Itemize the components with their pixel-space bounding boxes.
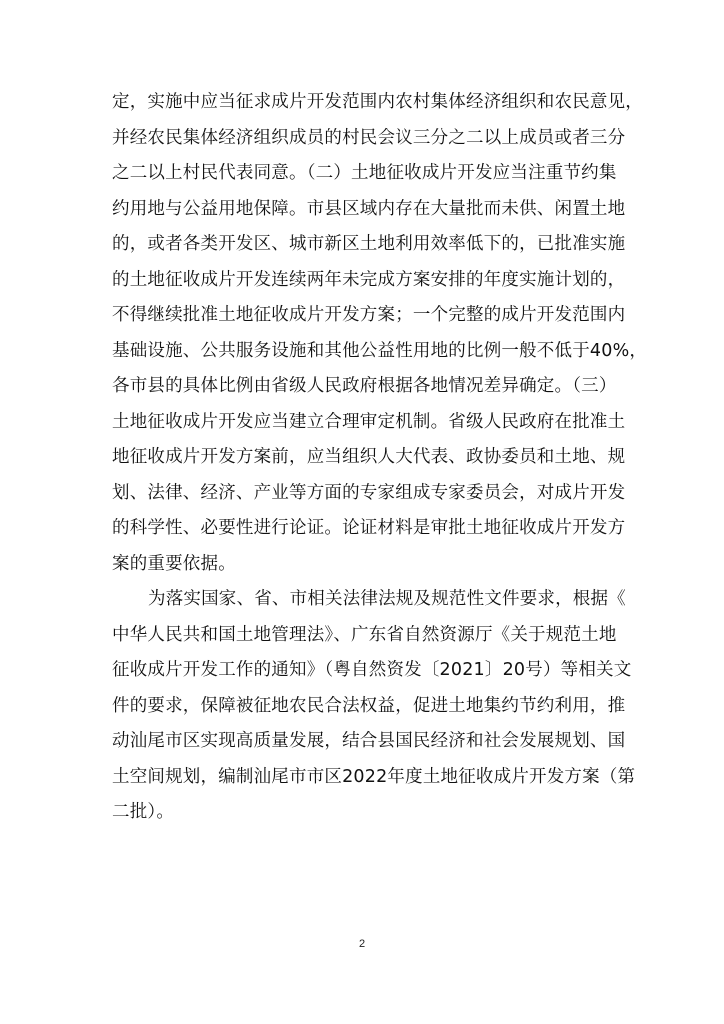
text-line: 基础设施、公共服务设施和其他公益性用地的比例一般不低于40%，	[112, 340, 648, 361]
text-line: 征收成片开发工作的通知》（粤自然资发〔2021〕20号）等相关文	[112, 660, 632, 680]
text-line: 土空间规划，编制汕尾市市区2022年度土地征收成片开发方案（第	[112, 766, 636, 787]
text-line: 各市县的具体比例由省级人民政府根据各地情况差异确定。（三）	[112, 376, 617, 396]
text-line: 案的重要依据。	[112, 553, 236, 574]
text-line: 划、法律、经济、产业等方面的专家组成专家委员会，对成片开发	[112, 482, 626, 503]
text-line: 动汕尾市区实现高质量发展，结合县国民经济和社会发展规划、国	[112, 731, 626, 751]
text-line: 二批）。	[112, 802, 175, 822]
text-line: 并经农民集体经济组织成员的村民会议三分之二以上成员或者三分	[112, 127, 626, 148]
text-line: 之二以上村民代表同意。（二）土地征收成片开发应当注重节约集	[112, 163, 617, 183]
text-line: 为落实国家、省、市相关法律法规及规范性文件要求，根据《	[148, 589, 626, 609]
text-line: 土地征收成片开发应当建立合理审定机制。省级人民政府在批准土	[112, 411, 626, 432]
paragraph-2	[112, 582, 636, 831]
page-number: 2	[358, 938, 366, 950]
text-line: 约用地与公益用地保障。市县区域内存在大量批而未供、闲置土地	[112, 198, 626, 219]
body-text	[112, 85, 648, 831]
text-line: 不得继续批准土地征收成片开发方案；一个完整的成片开发范围内	[112, 305, 626, 325]
text-line: 的科学性、必要性进行论证。论证材料是审批土地征收成片开发方	[112, 518, 626, 538]
text-line: 的土地征收成片开发连续两年未完成方案安排的年度实施计划的，	[112, 269, 626, 290]
text-line: 中华人民共和国土地管理法》、广东省自然资源厅《关于规范土地	[112, 624, 617, 645]
text-line: 定，实施中应当征求成片开发范围内农村集体经济组织和农民意见，	[112, 92, 643, 112]
text-line: 的，或者各类开发区、城市新区土地利用效率低下的，已批准实施	[112, 234, 626, 254]
text-line: 件的要求，保障被征地农民合法权益，促进土地集约节约利用，推	[112, 695, 626, 716]
text-line: 地征收成片开发方案前，应当组织人大代表、政协委员和土地、规	[112, 447, 626, 467]
paragraph-1	[112, 85, 648, 582]
